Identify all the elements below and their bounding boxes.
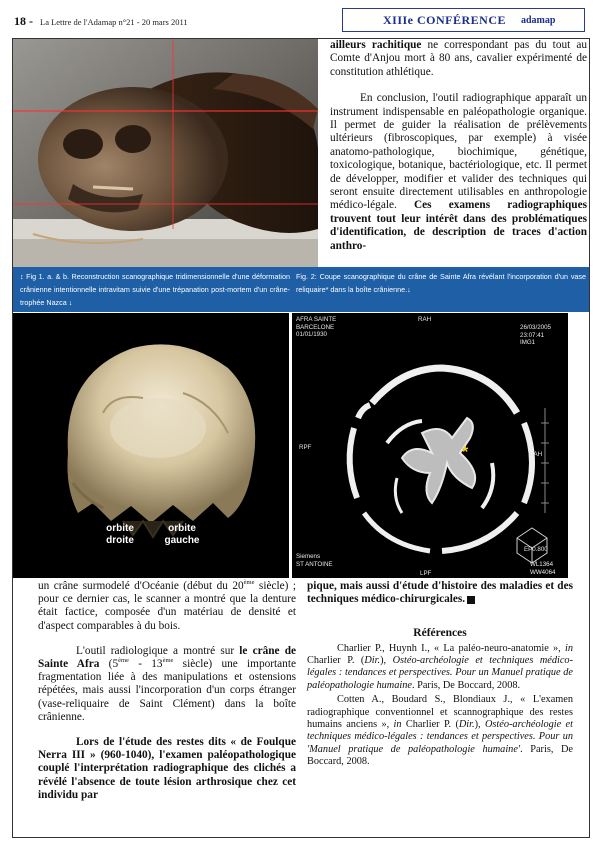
ct-marker: * <box>462 444 469 461</box>
paragraph: L'outil radiologique a montré sur le crâne de Sainte Afra (5ème - 13ème siècle) une importante fragmentation liée à des manipulations et ostensions répétées, mais aussi l'incorporation d'un corps étranger (vase-reliquaire de Saint Clément) dans la boîte crânienne. <box>38 644 297 723</box>
page-header <box>14 8 586 36</box>
reference-item: Cotten A., Boudard S., Blondiaux J., « L'examen radiographique conventionnel et scannographique des restes humains anciens », in Charlier P. (Dir.), Ostéo-archéologie et techniques médico-légales : tendances et perspectives. Pour un 'Manuel pratique de paléopathologie humaine'. Paris, De Boccard, 2008. <box>307 694 573 768</box>
label-orbit-right: orbite droite <box>106 523 134 546</box>
paragraph: En conclusion, l'outil radiographique apparaît un instrument indispensable en paléopathologie organique. Il permet de guider la réalisation de prélèvements ultérieurs (fibroscopiques, par exemple) à visée anatomo-pathologique, biochimique, génétique, toxicologique, botanique, bactériologique, etc. Il permet de développer, modifier et valider des techniques qui seront ensuite directement utilisables en anthropologie médico-légale. Ces examens radiographiques trouvent tout leur intérêt dans des problématiques d'identification, de description de traces d'action anthro- <box>330 92 587 252</box>
bottom-left-column <box>38 580 296 802</box>
ct-bottom-center: LPF <box>420 570 432 577</box>
fig2-caption: Fig. 2: Coupe scanographique du crâne de Sainte Afra révélant l'incorporation d'un vase reliquaire* dans la boîte crânienne.↓ <box>296 272 586 294</box>
paragraph: pique, mais aussi d'étude d'histoire des maladies et des techniques médico-chirurgicales. <box>307 580 573 606</box>
ct-top-center: RAH <box>418 316 432 323</box>
ct-top-left: AFRA SAINTE BARCELONE 01/01/1930 <box>296 316 337 338</box>
conference-brand: adamap <box>521 15 556 26</box>
issue-line: La Lettre de l'Adamap n°21 - 20 mars 2011 <box>40 17 188 27</box>
conference-banner <box>342 8 585 32</box>
ct-bottom-left: Siemens ST ANTOINE <box>296 553 333 568</box>
end-mark-icon <box>467 596 475 604</box>
conference-title: XIIIe CONFÉRENCE <box>383 13 507 27</box>
paragraph: Lors de l'étude des restes dits « de Foulque Nerra III » (960-1040), l'examen paléopathologique couplé l'interprétation radiographique des clichés a révélé l'absence de toute lésion arthrosique chez cet individu par <box>38 736 296 801</box>
fig1a-photo <box>13 39 318 267</box>
paragraph: un crâne surmodelé d'Océanie (début du 20ème siècle) ; pour ce dernier cas, le scanner a montré que la denture était factice, composée d'un matériau de densité et d'aspect comparables à du bois. <box>38 579 296 632</box>
references-title: Références <box>413 627 467 640</box>
paragraph: ailleurs rachitique ne correspondant pas du tout au Comte d'Anjou mort à 80 ans, cavalier expérimenté de constitution athlétique. <box>330 39 587 78</box>
label-orbit-left: orbite gauche <box>164 523 200 546</box>
ct-bottom-right: WL1364 WW4064 <box>530 561 556 576</box>
ct-left: RPF <box>299 444 312 451</box>
fig2-ct-scan <box>292 313 568 578</box>
page-number: 18 - <box>14 14 33 28</box>
top-right-column <box>330 39 587 253</box>
ct-top-right: 26/03/2005 23:07:41 IMG1 <box>520 324 551 346</box>
ct-ep: EP0.800 <box>524 546 548 553</box>
ct-right: LAH <box>530 451 543 458</box>
reference-item: Charlier P., Huynh I., « La paléo-neuro-anatomie », in Charlier P. (Dir.), Ostéo-archéologie et techniques médico-légales : tendances et perspectives. Pour un Manuel pratique de paléopathologie humaine. Paris, De Boccard, 2008. <box>307 642 573 691</box>
bottom-right-column <box>307 580 573 769</box>
fig1-caption: ↕ Fig 1. a. & b. Reconstruction scanographique tridimensionnelle d'une déformation crânienne intentionnelle intravitam suivie d'une trépanation post-mortem d'un crâne-trophée Nazca ↓ <box>20 272 290 307</box>
